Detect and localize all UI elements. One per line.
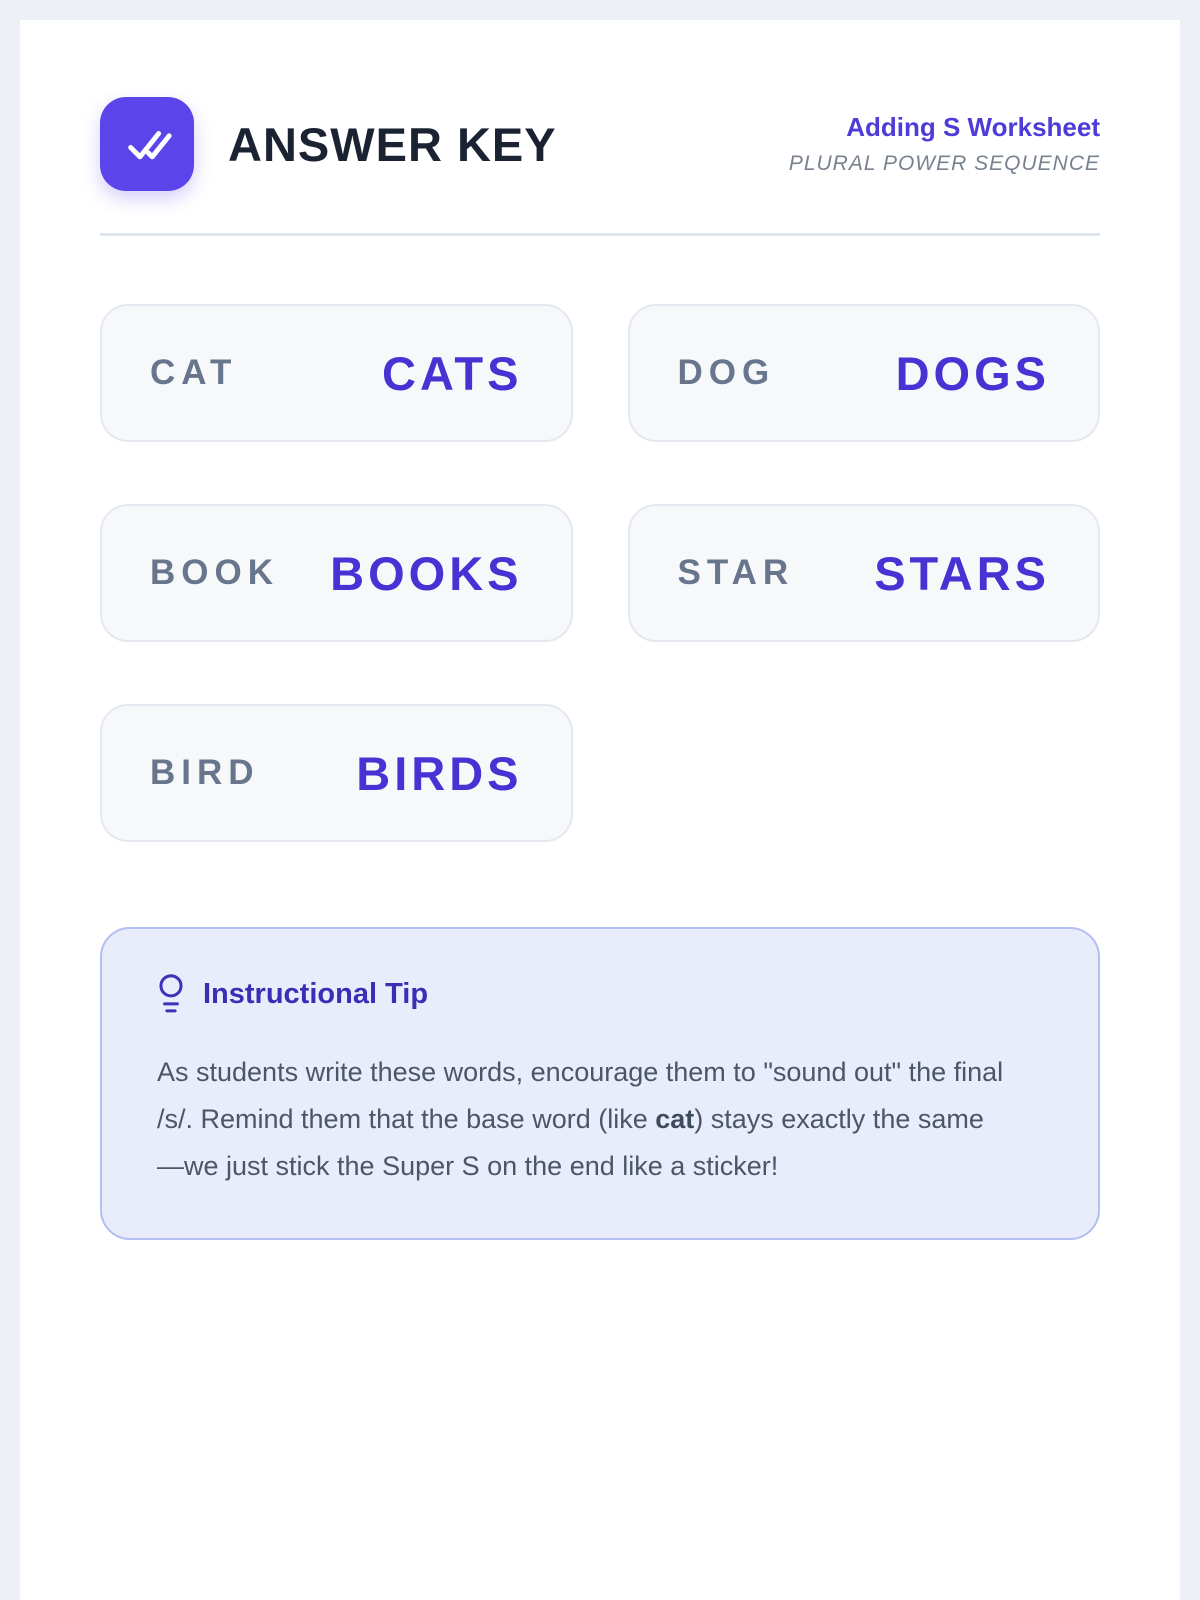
answer-card-bird: [100, 704, 573, 842]
plural-word: CATS: [382, 346, 523, 400]
answer-card-star: [628, 504, 1101, 642]
worksheet-page: [20, 20, 1180, 1600]
worksheet-subtitle: PLURAL POWER SEQUENCE: [788, 152, 1100, 175]
base-word: BIRD: [150, 753, 260, 792]
header: [100, 97, 1100, 191]
base-word: DOG: [677, 353, 776, 392]
tip-body-text: ) stays exactly the same—we just stick the Super S on the end like a sticker!: [157, 1103, 984, 1181]
answer-card-grid: [100, 304, 1100, 842]
base-word: STAR: [677, 553, 795, 592]
page-title: ANSWER KEY: [228, 117, 557, 171]
plural-word: DOGS: [895, 346, 1050, 400]
header-divider: [100, 233, 1100, 236]
answer-key-badge: [100, 97, 194, 191]
base-word: BOOK: [150, 553, 279, 592]
base-word: CAT: [150, 353, 238, 392]
tip-body: [157, 1049, 1007, 1190]
answer-card-book: [100, 504, 573, 642]
tip-heading: Instructional Tip: [203, 977, 429, 1010]
plural-word: BIRDS: [356, 746, 523, 800]
instructional-tip-box: [100, 927, 1100, 1240]
tip-body-bold-word: cat: [655, 1103, 695, 1134]
answer-card-cat: [100, 304, 573, 442]
lightbulb-icon: [157, 973, 185, 1015]
worksheet-title: Adding S Worksheet: [846, 112, 1100, 142]
double-check-icon: [119, 116, 175, 172]
plural-word: BOOKS: [330, 546, 523, 600]
answer-card-dog: [628, 304, 1101, 442]
plural-word: STARS: [874, 546, 1050, 600]
tip-body-text: As students write these words, encourage them to "sound out" the final /s/. Remind them that the base word (like: [157, 1057, 1004, 1134]
